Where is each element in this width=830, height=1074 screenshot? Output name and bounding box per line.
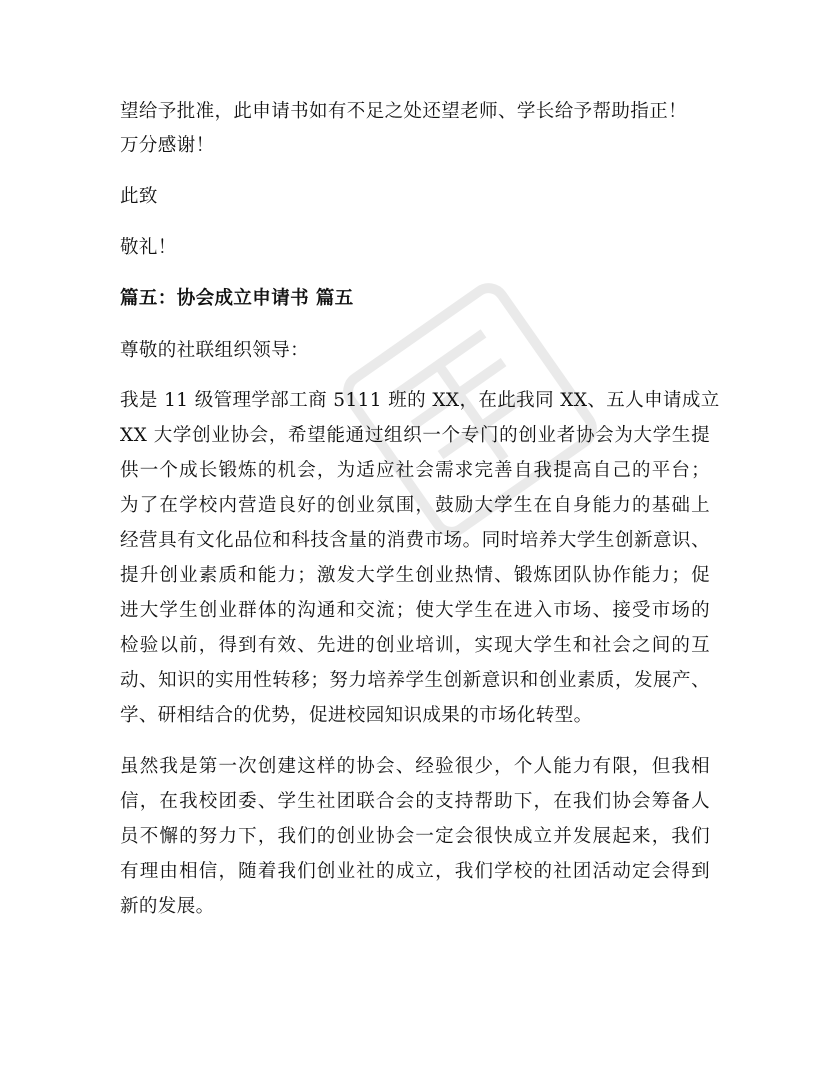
section-heading: 篇五：协会成立申请书 篇五 [120,288,354,309]
text-line: 万分感谢！ [120,135,215,156]
paragraph-line: 学、研相结合的优势，促进校园知识成果的市场化转型。 [120,705,593,726]
paragraph-line: 有理由相信，随着我们创业社的成立，我们学校的社团活动定会得到 [120,861,710,882]
paragraph-line: 员不懈的努力下，我们的创业协会一定会很快成立并发展起来，我们 [120,826,710,847]
paragraph-line: 信，在我校团委、学生社团联合会的支持帮助下，在我们协会筹备人 [120,791,710,812]
paragraph-line: 供一个成长锻炼的机会，为适应社会需求完善自我提高自己的平台； [120,460,710,481]
paragraph-line: XX 大学创业协会，希望能通过组织一个专门的创业者协会为大学生提 [120,425,710,446]
salutation-line: 敬礼！ [120,237,177,258]
text-line: 望给予批准，此申请书如有不足之处还望老师、学长给予帮助指正！ [120,101,688,122]
paragraph-line: 为了在学校内营造良好的创业氛围，鼓励大学生在自身能力的基础上 [120,495,710,516]
paragraph-line: 新的发展。 [120,896,215,917]
salutation-line: 此致 [120,186,158,207]
paragraph-line: 进大学生创业群体的沟通和交流；使大学生在进入市场、接受市场的 [120,600,710,621]
paragraph-line: 动、知识的实用性转移；努力培养学生创新意识和创业素质，发展产、 [120,670,710,691]
greeting-line: 尊敬的社联组织领导： [120,340,310,361]
paragraph-line: 虽然我是第一次创建这样的协会、经验很少，个人能力有限，但我相 [120,756,710,777]
paragraph-line: 经营具有文化品位和科技含量的消费市场。同时培养大学生创新意识、 [120,530,710,551]
paragraph-line: 检验以前，得到有效、先进的创业培训，实现大学生和社会之间的互 [120,635,710,656]
paragraph-line: 提升创业素质和能力；激发大学生创业热情、锻炼团队协作能力；促 [120,565,710,586]
paragraph-line: 我是 11 级管理学部工商 5111 班的 XX，在此我同 XX、五人申请成立 [120,390,720,411]
